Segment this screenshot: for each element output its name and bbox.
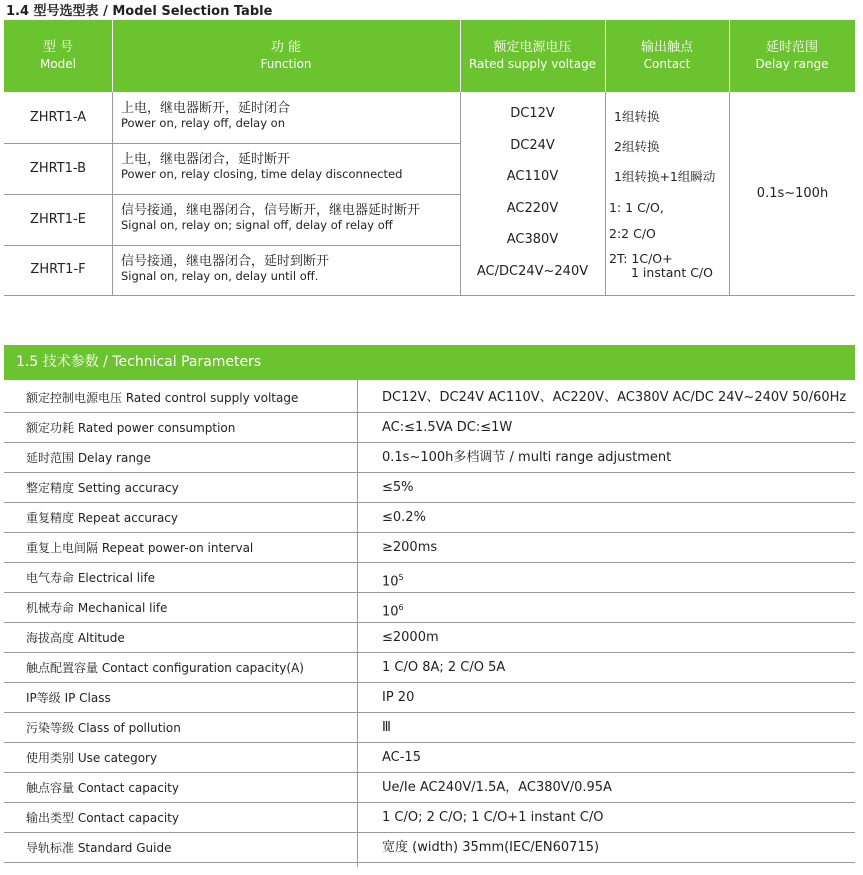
table-row: 电气寿命 Electrical life $10^5$ bbox=[4, 563, 855, 593]
table-row: 海拔高度 Altitude ≤2000m bbox=[4, 623, 855, 653]
table-row: 输出类型 Contact capacity 1 C/O; 2 C/O; 1 C/O+1 instant C/O bbox=[4, 803, 855, 833]
header-model: 型 号 Model bbox=[39, 40, 77, 71]
voltage-item: AC380V bbox=[506, 232, 559, 247]
model-table-header bbox=[4, 20, 855, 92]
voltage-item: DC24V bbox=[510, 138, 555, 153]
table-row: 额定控制电源电压 Rated control supply voltage DC12V、DC24V AC110V、AC220V、AC380V AC/DC 24V~240V 50/60Hz bbox=[4, 383, 855, 413]
table-row: 导轨标准 Standard Guide 宽度 (width) 35mm(IEC/EN60715) bbox=[4, 833, 855, 863]
table-row: 延时范围 Delay range 0.1s~100h多档调节 / multi range adjustment bbox=[4, 443, 855, 473]
table-row: 整定精度 Setting accuracy ≤5% bbox=[4, 473, 855, 503]
function-f: 信号接通，继电器闭合，延时到断开 Signal on, relay on, delay until off. bbox=[121, 254, 330, 283]
table-row: 额定功耗 Rated power consumption AC:≤1.5VA DC:≤1W bbox=[4, 413, 855, 443]
table-row: 机械寿命 Mechanical life $10^6$ bbox=[4, 593, 855, 623]
contact-item: 1组转换 bbox=[614, 109, 660, 124]
table-row: 使用类别 Use category AC-15 bbox=[4, 743, 855, 773]
function-a: 上电，继电器断开，延时闭合 Power on, relay off, delay on bbox=[121, 101, 291, 130]
voltage-item: DC12V bbox=[510, 106, 555, 121]
table-row: IP等级 IP Class IP 20 bbox=[4, 683, 855, 713]
voltage-item: AC110V bbox=[506, 169, 559, 184]
voltage-item: AC220V bbox=[506, 201, 559, 216]
function-e: 信号接通，继电器闭合，信号断开，继电器延时断开 Signal on, relay on; signal off, delay of relay off bbox=[121, 203, 421, 232]
table-row: 触点容量 Contact capacity Ue/Ie AC240V/1.5A，AC380V/0.95A bbox=[4, 773, 855, 803]
table-row: 污染等级 Class of pollution Ⅲ bbox=[4, 713, 855, 743]
model-e: ZHRT1-E bbox=[30, 212, 86, 227]
table-row: 重复上电间隔 Repeat power-on interval ≥200ms bbox=[4, 533, 855, 563]
contact-item: 1组转换+1组瞬动 bbox=[614, 169, 716, 184]
header-delay: 延时范围 Delay range bbox=[755, 40, 829, 71]
model-a: ZHRT1-A bbox=[29, 110, 87, 125]
model-f: ZHRT1-F bbox=[30, 262, 86, 277]
contact-item: 2:2 C/O bbox=[609, 226, 656, 241]
contact-item: 2组转换 bbox=[614, 139, 660, 154]
table-row: 触点配置容量 Contact configuration capacity(A) 1 C/O 8A; 2 C/O 5A bbox=[4, 653, 855, 683]
tech-table-header: 1.5 技术参数 / Technical Parameters bbox=[4, 345, 855, 380]
table-row: 重复精度 Repeat accuracy ≤0.2% bbox=[4, 503, 855, 533]
header-voltage: 额定电源电压 Rated supply voltage bbox=[468, 40, 597, 71]
header-function: 功 能 Function bbox=[260, 40, 312, 71]
contact-item: 2T: 1C/O+ bbox=[609, 251, 673, 266]
function-b: 上电，继电器闭合，延时断开 Power on, relay closing, time delay disconnected bbox=[121, 152, 403, 181]
delay-range-value: 0.1s~100h bbox=[756, 186, 829, 201]
contact-item: 1: 1 C/O, bbox=[609, 200, 664, 215]
contact-item: 1 instant C/O bbox=[631, 265, 713, 280]
voltage-item: AC/DC24V~240V bbox=[476, 264, 589, 279]
model-b: ZHRT1-B bbox=[29, 161, 87, 176]
model-table-title: 1.4 型号选型表 / Model Selection Table bbox=[6, 4, 273, 19]
header-contact: 输出触点 Contact bbox=[640, 40, 693, 71]
